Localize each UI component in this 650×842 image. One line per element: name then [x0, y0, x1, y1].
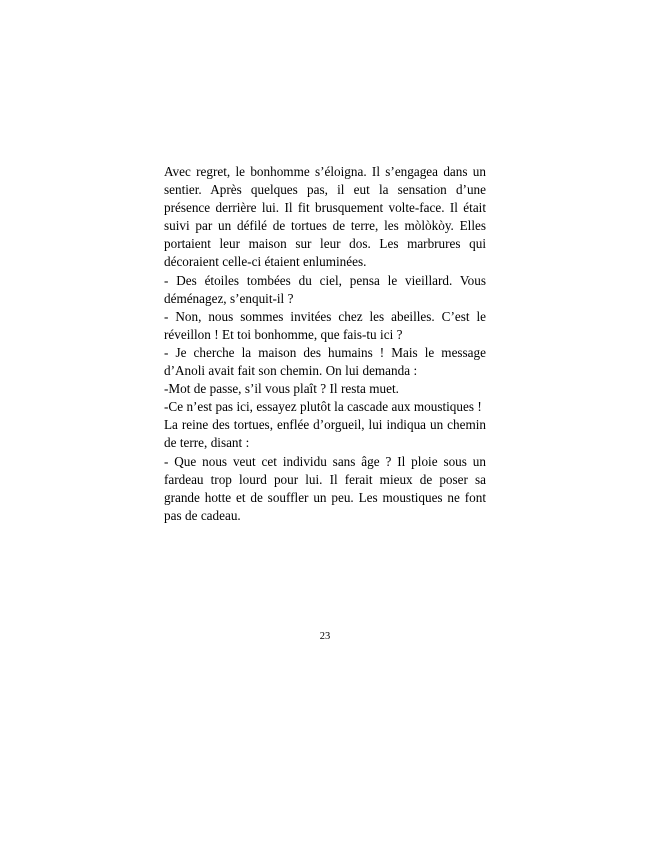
paragraph-7: La reine des tortues, enflée d’orgueil, lui indiqua un chemin de terre, disant : — [164, 417, 486, 451]
paragraph-2: - Des étoiles tombées du ciel, pensa le vieillard. Vous déménagez, s’enquit-il ? — [164, 272, 486, 306]
body-text-column — [164, 163, 486, 525]
paragraph-1: Avec regret, le bonhomme s’éloigna. Il s’engagea dans un sentier. Après quelques pas, il eut la sensation d’une présence derrière lui. Il fit brusquement volte-face. Il était suivi par un défilé de tortues de terre, les mòlòkòy. Elles portaient leur maison sur leur dos. Les marbrures qui décoraient celle-ci étaient enluminées. — [164, 164, 486, 270]
page-number: 23 — [319, 631, 331, 642]
paragraph-4: - Je cherche la maison des humains ! Mais le message d’Anoli avait fait son chemin. On lui demanda : — [164, 344, 486, 379]
paragraph-3: - Non, nous sommes invitées chez les abeilles. C’est le réveillon ! Et toi bonhomme, que fais-tu ici ? — [164, 308, 486, 342]
paragraph-5: -Mot de passe, s’il vous plaît ? Il resta muet. — [164, 381, 399, 397]
paragraph-8: - Que nous veut cet individu sans âge ? Il ploie sous un fardeau trop lourd pour lui. Il ferait mieux de poser sa grande hotte et de souffler un peu. Les moustiques ne font pas de cadeau. — [164, 453, 486, 523]
paragraph-6: -Ce n’est pas ici, essayez plutôt la cascade aux moustiques ! — [164, 399, 482, 415]
